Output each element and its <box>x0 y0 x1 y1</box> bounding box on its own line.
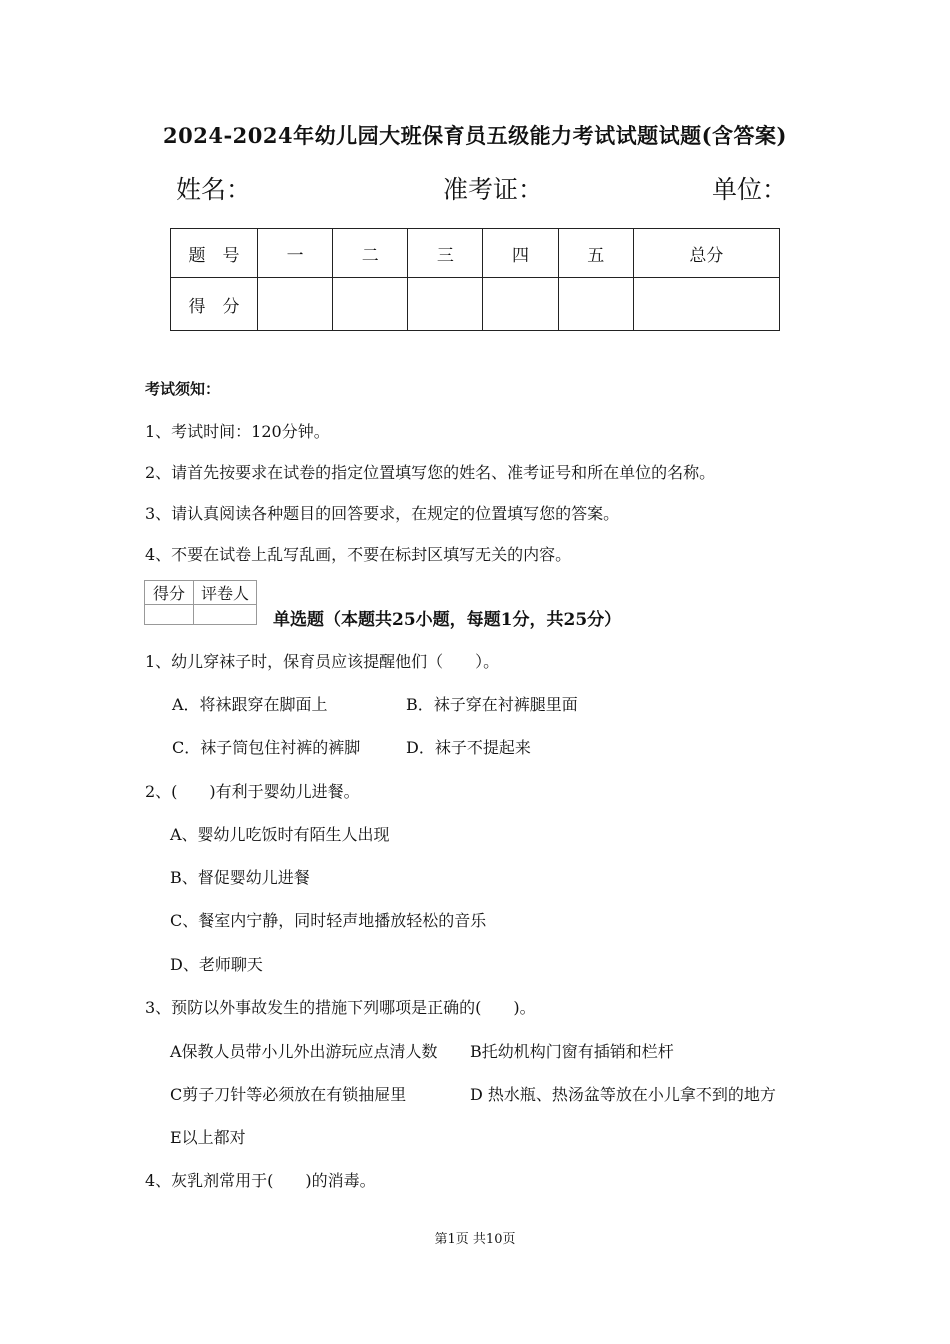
score-cell[interactable] <box>408 278 483 331</box>
question-option: B、督促婴幼儿进餐 <box>170 868 310 887</box>
question-option: C、餐室内宁静，同时轻声地播放轻松的音乐 <box>170 911 487 930</box>
score-table-header-label: 题 号 <box>171 229 258 278</box>
notice-item: 1、考试时间：120分钟。 <box>145 422 330 441</box>
page-footer: 第1页 共10页 <box>434 1232 516 1247</box>
notice-item: 3、请认真阅读各种题目的回答要求，在规定的位置填写您的答案。 <box>145 504 620 523</box>
notice-heading: 考试须知： <box>145 380 221 398</box>
question-option: D、老师聊天 <box>170 955 263 974</box>
exam-id-field-label: 准考证： <box>443 175 544 204</box>
grader-score-label: 得分 <box>145 581 194 605</box>
question-stem: 2、( )有利于婴幼儿进餐。 <box>145 782 360 801</box>
score-table-header: 一 <box>258 229 333 278</box>
score-cell[interactable] <box>333 278 408 331</box>
score-cell[interactable] <box>483 278 558 331</box>
score-table-header: 四 <box>483 229 558 278</box>
score-cell-total[interactable] <box>633 278 779 331</box>
section-title: 单选题（本题共25小题，每题1分，共25分） <box>273 610 622 630</box>
score-table-header: 二 <box>333 229 408 278</box>
score-table-header: 五 <box>558 229 633 278</box>
question-option: A、婴幼儿吃饭时有陌生人出现 <box>170 825 390 844</box>
page-title: 2024-2024年幼儿园大班保育员五级能力考试试题试题(含答案) <box>163 123 787 148</box>
question-option: B托幼机构门窗有插销和栏杆 <box>470 1042 674 1061</box>
score-table <box>170 228 780 331</box>
question-option: A保教人员带小儿外出游玩应点清人数 <box>170 1042 438 1061</box>
question-option: C剪子刀针等必须放在有锁抽屉里 <box>170 1085 407 1104</box>
question-stem: 4、灰乳剂常用于( )的消毒。 <box>145 1171 376 1190</box>
grader-table <box>144 580 257 625</box>
score-row-label: 得 分 <box>171 278 258 331</box>
score-cell[interactable] <box>258 278 333 331</box>
question-option: D．袜子不提起来 <box>406 738 531 757</box>
notice-item: 2、请首先按要求在试卷的指定位置填写您的姓名、准考证号和所在单位的名称。 <box>145 463 716 482</box>
question-option: D 热水瓶、热汤盆等放在小儿拿不到的地方 <box>470 1085 776 1104</box>
score-table-header-total: 总分 <box>633 229 779 278</box>
question-option: C．袜子筒包住衬裤的裤脚 <box>172 738 361 757</box>
name-field-label: 姓名： <box>176 175 252 204</box>
grader-score-cell[interactable] <box>145 605 194 625</box>
score-table-header: 三 <box>408 229 483 278</box>
unit-field-label: 单位： <box>712 175 788 204</box>
grader-name-label: 评卷人 <box>194 581 257 605</box>
question-stem: 3、预防以外事故发生的措施下列哪项是正确的( )。 <box>145 998 536 1017</box>
question-stem: 1、幼儿穿袜子时，保育员应该提醒他们（ ）。 <box>145 652 500 671</box>
question-option: E以上都对 <box>170 1128 246 1147</box>
question-option: A．将袜跟穿在脚面上 <box>172 695 328 714</box>
question-option: B．袜子穿在衬裤腿里面 <box>406 695 578 714</box>
notice-item: 4、不要在试卷上乱写乱画，不要在标封区填写无关的内容。 <box>145 545 572 564</box>
grader-name-cell[interactable] <box>194 605 257 625</box>
score-cell[interactable] <box>558 278 633 331</box>
